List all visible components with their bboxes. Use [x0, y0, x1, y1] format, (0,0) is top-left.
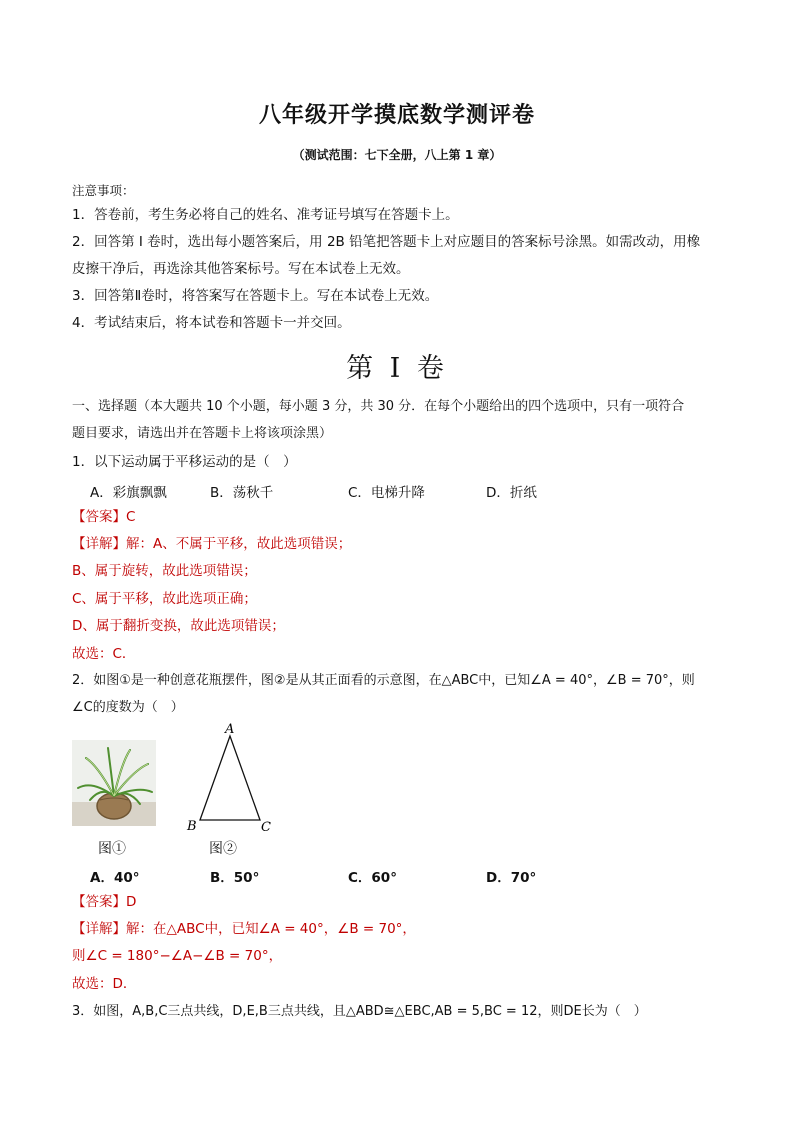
answer-label: 【答案】 — [72, 894, 126, 910]
q1-option-a: A．彩旗飘飘 — [90, 485, 167, 501]
notice-item: 2．回答第 I 卷时，选出每小题答案后，用 2B 铅笔把答题卡上对应题目的答案标号涂黑。如需改动，用橡 — [72, 234, 701, 250]
q1-option-d: D．折纸 — [486, 485, 537, 501]
detail-line: 解：A、不属于平移，故此选项错误； — [126, 536, 352, 552]
detail-line: 故选：D． — [72, 976, 137, 992]
notice-item: 3．回答第Ⅱ卷时，将答案写在答题卡上。写在本试卷上无效。 — [72, 288, 439, 304]
q1-option-c: C．电梯升降 — [348, 485, 425, 501]
detail-line: D、属于翻折变换，故此选项错误； — [72, 618, 285, 634]
answer-value: C — [126, 509, 136, 525]
page-subtitle: （测试范围：七下全册，八上第 1 章） — [292, 148, 502, 162]
part-heading: 题目要求，请选出并在答题卡上将该项涂黑） — [72, 426, 333, 441]
q2-stem: 2．如图①是一种创意花瓶摆件，图②是从其正面看的示意图，在△ABC中，已知∠A = 40°，∠B = 70°，则 — [72, 673, 695, 688]
notice-item: 1．答卷前，考生务必将自己的姓名、准考证号填写在答题卡上。 — [72, 207, 459, 223]
q1-detail — [72, 535, 351, 553]
q2-answer — [72, 893, 136, 911]
q1-answer — [72, 508, 135, 526]
plant-photo — [72, 740, 156, 826]
q2-stem: ∠C的度数为（ ） — [72, 700, 184, 715]
section-title: 第 I 卷 — [346, 353, 448, 384]
figure-1-caption: 图① — [98, 841, 126, 857]
detail-line: 则∠C = 180°−∠A−∠B = 70°， — [72, 948, 283, 964]
detail-line: 解：在△ABC中，已知∠A = 40°，∠B = 70°， — [126, 921, 416, 937]
notice-heading: 注意事项： — [72, 183, 135, 198]
triangle-diagram — [178, 722, 278, 838]
notice-item: 4．考试结束后，将本试卷和答题卡一并交回。 — [72, 315, 351, 331]
answer-value: D — [126, 894, 137, 910]
detail-line: C、属于平移，故此选项正确； — [72, 591, 257, 607]
detail-label: 【详解】 — [72, 536, 126, 552]
q2-option-b: B．50° — [210, 870, 260, 886]
figure-2-caption: 图② — [209, 841, 237, 857]
q2-option-c: C．60° — [348, 870, 397, 886]
q3-stem: 3．如图，A,B,C三点共线，D,E,B三点共线，且△ABD≅△EBC,AB = 5,BC = 12，则DE长为（ ） — [72, 1004, 647, 1019]
vertex-label-b: B — [187, 819, 197, 834]
q2-option-d: D．70° — [486, 870, 537, 886]
detail-line: B、属于旋转，故此选项错误； — [72, 563, 257, 579]
q1-stem: 1．以下运动属于平移运动的是（ ） — [72, 454, 297, 470]
q2-detail — [72, 920, 416, 938]
q1-option-b: B．荡秋千 — [210, 485, 274, 501]
detail-label: 【详解】 — [72, 921, 126, 937]
vertex-label-a: A — [225, 722, 235, 737]
vertex-label-c: C — [261, 820, 271, 835]
part-heading: 一、选择题（本大题共 10 个小题，每小题 3 分，共 30 分．在每个小题给出的四个选项中，只有一项符合 — [72, 399, 685, 414]
answer-label: 【答案】 — [72, 509, 126, 525]
page-title: 八年级开学摸底数学测评卷 — [258, 103, 535, 128]
q2-option-a: A．40° — [90, 870, 140, 886]
notice-item: 皮擦干净后，再选涂其他答案标号。写在本试卷上无效。 — [72, 261, 410, 277]
detail-line: 故选：C． — [72, 646, 136, 662]
